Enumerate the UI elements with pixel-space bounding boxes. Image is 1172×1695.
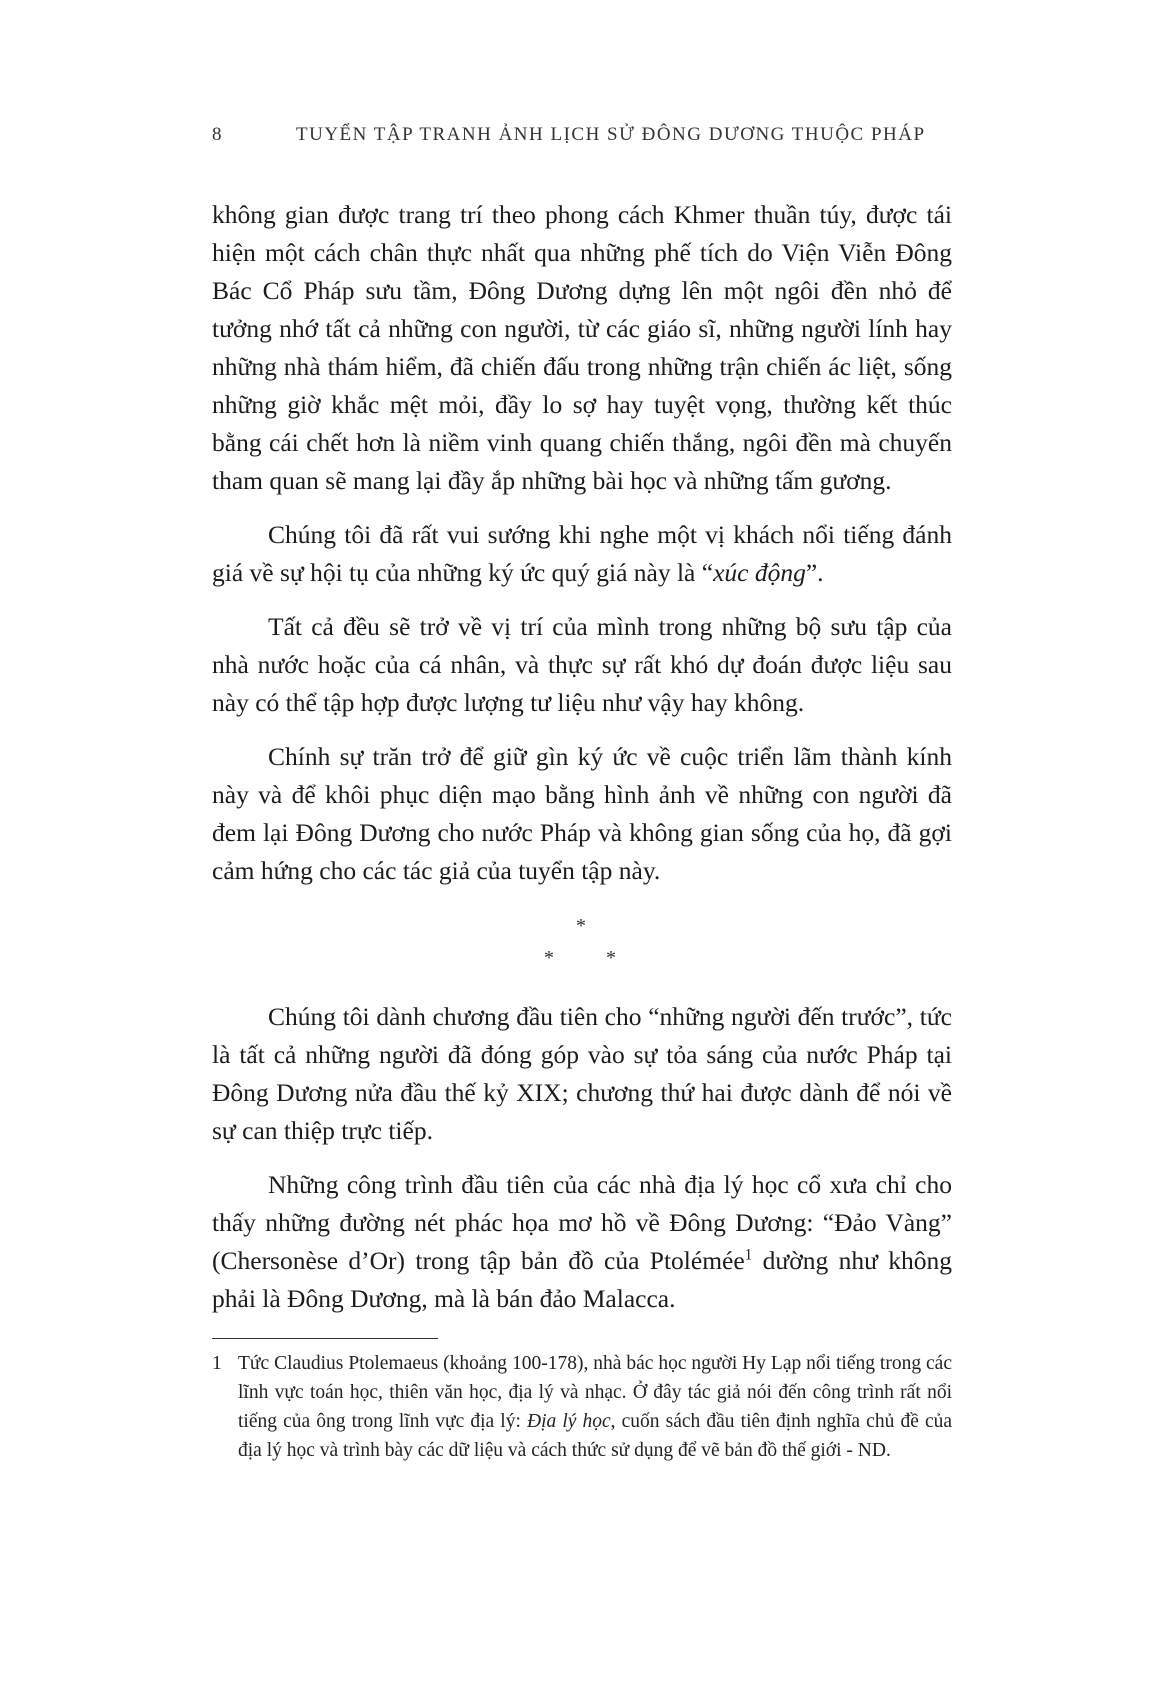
paragraph-6-text: Những công trình đầu tiên của các nhà địa lý học cổ xưa chỉ cho thấy những đường nét phác họa mơ hồ về Đông Dương: “Đảo Vàng” (Chersonèse d’Or) trong tập bản đồ của Ptolémée (212, 1170, 952, 1275)
paragraph-2-text: Chúng tôi đã rất vui sướng khi nghe một vị khách nổi tiếng đánh giá về sự hội tụ của những ký ức quý giá này là “ (212, 520, 952, 587)
paragraph-5: Chúng tôi dành chương đầu tiên cho “những người đến trước”, tức là tất cả những người đã đóng góp vào sự tỏa sáng của nước Pháp tại Đông Dương nửa đầu thế kỷ XIX; chương thứ hai được dành để nói về sự can thiệp trực tiếp. (212, 1002, 952, 1145)
asterism-star: * (576, 915, 586, 937)
paragraph-2-end: ”. (805, 558, 824, 587)
paragraph-2 (212, 516, 952, 592)
section-break-asterism (212, 906, 952, 980)
body-text (212, 196, 952, 1334)
footnote-text-end: , cuốn sách đầu tiên định nghĩa chủ đề của địa lý học và trình bày các dữ liệu và cách thức sử dụng để vẽ bản đồ thế giới - ND. (238, 1411, 953, 1461)
paragraph-2-italic: xúc động (713, 558, 806, 587)
footnote-divider (212, 1338, 438, 1339)
page-number: 8 (212, 124, 223, 145)
page-header (212, 124, 952, 154)
footnote-text: Tức Claudius Ptolemaeus (khoảng 100-178), nhà bác học người Hy Lạp nổi tiếng trong các lĩnh vực toán học, thiên văn học, địa lý và nhạc. Ở đây tác giả nói đến công trình rất nổi tiếng của ông trong lĩnh vực địa lý: (238, 1353, 952, 1432)
running-title: TUYỂN TẬP TRANH ẢNH LỊCH SỬ ĐÔNG DƯƠNG THUỘC PHÁP (296, 124, 926, 145)
footnote-reference[interactable]: 1 (744, 1246, 753, 1264)
paragraph-6 (212, 1166, 952, 1318)
footnote-number: 1 (212, 1353, 222, 1374)
footnote-italic: Địa lý học (526, 1411, 611, 1432)
asterism-star: * (606, 947, 616, 969)
paragraph-3: Tất cả đều sẽ trở về vị trí của mình trong những bộ sưu tập của nhà nước hoặc của cá nhân, và thực sự rất khó dự đoán được liệu sau này có thể tập hợp được lượng tư liệu như vậy hay không. (212, 612, 952, 717)
paragraph-4: Chính sự trăn trở để giữ gìn ký ức về cuộc triển lãm thành kính này và để khôi phục diện mạo bằng hình ảnh về những con người đã đem lại Đông Dương cho nước Pháp và không gian sống của họ, đã gợi cảm hứng cho các tác giả của tuyển tập này. (212, 742, 952, 885)
paragraph-6-end: dường như không phải là Đông Dương, mà là bán đảo Malacca. (212, 1246, 952, 1313)
paragraph-1: không gian được trang trí theo phong cách Khmer thuần túy, được tái hiện một cách chân thực nhất qua những phế tích do Viện Viễn Đông Bác Cổ Pháp sưu tầm, Đông Dương dựng lên một ngôi đền nhỏ để tưởng nhớ tất cả những con người, từ các giáo sĩ, những người lính hay những nhà thám hiểm, đã chiến đấu trong những trận chiến ác liệt, sống những giờ khắc mệt mỏi, đầy lo sợ hay tuyệt vọng, thường kết thúc bằng cái chết hơn là niềm vinh quang chiến thắng, ngôi đền mà chuyến tham quan sẽ mang lại đầy ắp những bài học và những tấm gương. (212, 200, 952, 495)
footnote-1 (212, 1349, 952, 1465)
footnotes-section (212, 1338, 952, 1465)
asterism-star: * (544, 947, 554, 969)
